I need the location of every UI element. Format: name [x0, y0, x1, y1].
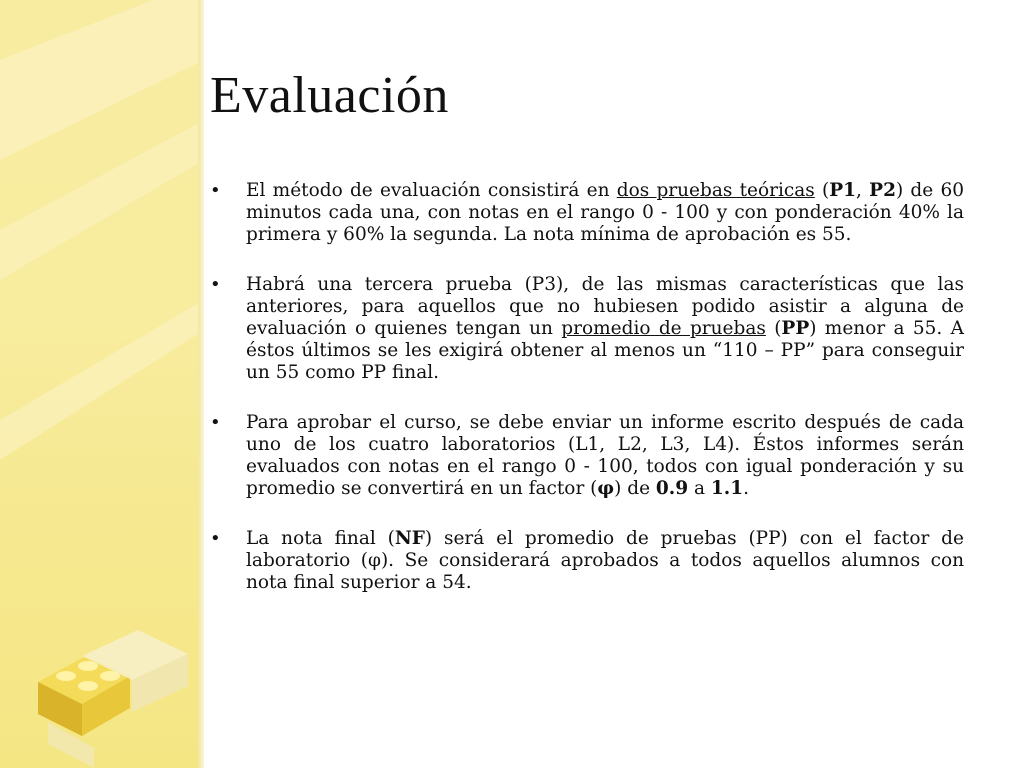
lego-brick-icon — [38, 630, 188, 768]
bold-term: 1.1 — [710, 478, 744, 499]
bullet-text: . — [743, 478, 749, 499]
bullet-marker: • — [210, 274, 221, 295]
slide-title: Evaluación — [210, 67, 449, 124]
bullet-text: Para aprobar el curso, se debe enviar un informe escrito después de cada uno de los cuatro laboratorios (L1, L2, L3, L4). Éstos informes serán evaluados con notas en el rango 0 - 100, todos con igual ponderación y su promedio se convertirá en un factor ( — [246, 412, 964, 499]
left-decorative-band — [0, 0, 204, 768]
bullet-text: , — [856, 180, 870, 201]
bullet-marker: • — [210, 412, 221, 433]
bullet-text: Habrá una tercera prueba (P3), de las mismas características que las anteriores, para aquellos que no hubiesen podido asistir a alguna de evaluación o quienes tengan un — [246, 274, 964, 339]
bullet-text: a — [688, 478, 711, 499]
band-decoration — [0, 0, 204, 768]
bullet-list — [210, 180, 964, 622]
bold-term: φ — [597, 478, 615, 499]
bold-term: PP — [781, 318, 810, 339]
bullet-item — [210, 274, 964, 384]
bullet-text: La nota final ( — [246, 528, 395, 549]
bullet-item — [210, 180, 964, 246]
bullet-item — [210, 528, 964, 594]
underlined-term: dos pruebas teóricas — [616, 180, 815, 201]
bullet-text: ( — [814, 180, 830, 201]
bold-term: NF — [394, 528, 425, 549]
bullet-text: ) menor a 55. A éstos últimos se les exigirá obtener al menos un “110 – PP” para conseguir un 55 como PP final. — [246, 318, 964, 383]
bullet-text: ) será el promedio de pruebas (PP) con el factor de laboratorio (φ). Se considerará aprobados a todos aquellos alumnos con nota final superior a 54. — [246, 528, 964, 593]
bullet-text: ( — [765, 318, 782, 339]
bold-term: P1 — [829, 180, 857, 201]
underlined-term: promedio de pruebas — [561, 318, 766, 339]
bullet-item — [210, 412, 964, 500]
bullet-marker: • — [210, 528, 221, 549]
bullet-text: ) de — [614, 478, 656, 499]
bold-term: 0.9 — [655, 478, 689, 499]
bullet-text: El método de evaluación consistirá en — [246, 180, 617, 201]
bold-term: P2 — [869, 180, 896, 201]
band-edge — [198, 0, 204, 768]
bullet-marker: • — [210, 180, 221, 201]
bullet-text: ) de 60 minutos cada una, con notas en el rango 0 - 100 y con ponderación 40% la primera y 60% la segunda. La nota mínima de aprobación es 55. — [246, 180, 964, 245]
